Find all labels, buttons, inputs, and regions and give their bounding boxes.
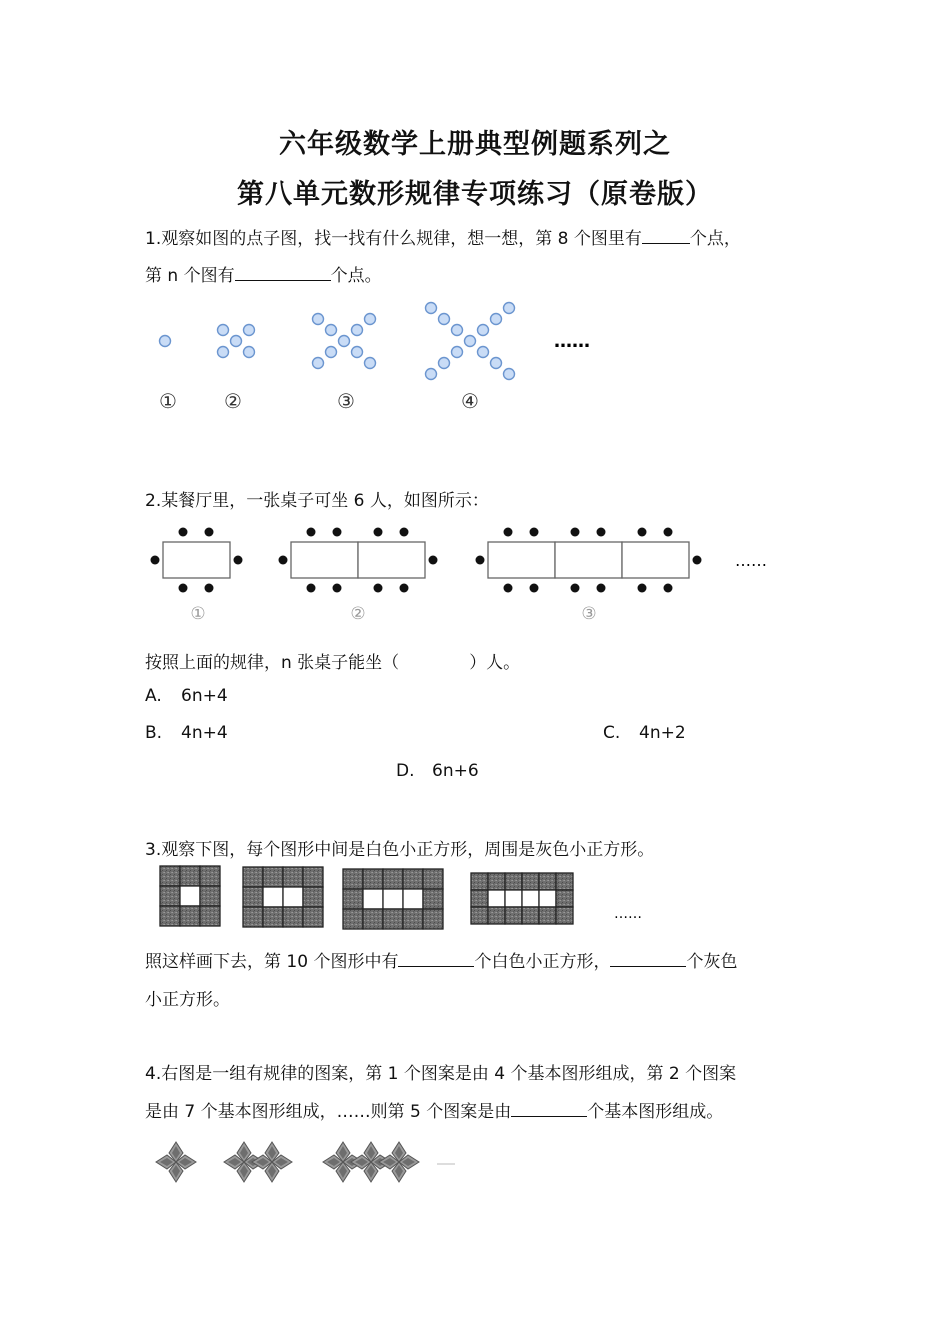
q3-text-a: 照这样画下去，第 10 个图形中有 [145,952,399,972]
q3-text-c: 个灰色 [686,952,738,972]
q1-text-d: 个点。 [330,266,382,286]
q4-text-a: 是由 7 个基本图形组成，……则第 5 个图案是由 [145,1102,512,1122]
page-title-line2: 第八单元数形规律专项练习（原卷版） [237,179,713,210]
q2-ellipsis: …… [735,551,767,570]
q1-label-2: ② [224,389,242,413]
q2-option-a-letter: A. [145,686,162,706]
q1-text-c: 第 n 个图有 [145,266,235,286]
q1-label-3: ③ [337,389,355,413]
q2-option-d-letter: D. [396,761,415,781]
q2-option-b-letter: B. [145,723,163,743]
q4-text-b: 个基本图形组成。 [587,1102,724,1122]
q2-option-c-letter: C. [603,723,621,743]
q3-stem: 3.观察下图，每个图形中间是白色小正方形，周围是灰色小正方形。 [145,840,655,860]
q2-stem: 2.某餐厅里，一张桌子可坐 6 人，如图所示： [145,491,489,511]
q2-option-a-text: 6n+4 [181,686,228,706]
q2-label-3: ③ [581,604,597,624]
q2-question-post: ）人。 [469,653,521,673]
q3-ellipsis: …… [614,906,642,922]
q2-option-d-text: 6n+6 [432,761,479,781]
page-title-line1: 六年级数学上册典型例题系列之 [279,129,671,160]
q2-option-b-text: 4n+4 [181,723,228,743]
q4-line1: 4.右图是一组有规律的图案，第 1 个图案是由 4 个基本图形组成，第 2 个图案 [145,1064,737,1084]
q4-patterns [156,1142,455,1182]
q1-ellipsis: …… [554,331,590,352]
q1-text-a: 1.观察如图的点子图，找一找有什么规律，想一想，第 8 个图里有 [145,229,642,249]
q2-label-2: ② [350,604,366,624]
q1-text-b: 个点， [689,229,741,249]
q2-question-pre: 按照上面的规律，n 张桌子能坐（ [145,653,400,673]
q2-option-c-text: 4n+2 [639,723,686,743]
q2-label-1: ① [190,604,206,624]
q3-line2: 小正方形。 [145,990,230,1010]
q1-label-4: ④ [461,389,479,413]
q3-text-b: 个白色小正方形， [474,952,611,972]
q1-label-1: ① [159,389,177,413]
